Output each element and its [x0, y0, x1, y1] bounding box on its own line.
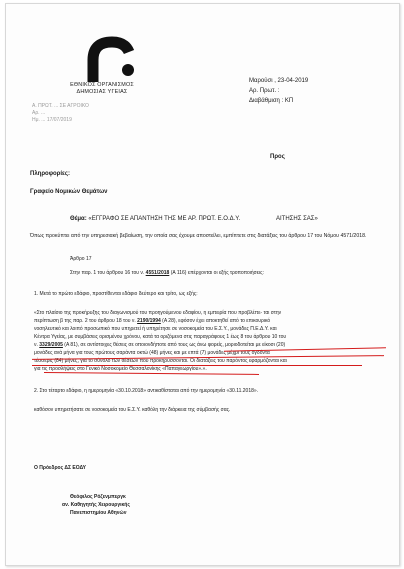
document-page	[5, 3, 400, 566]
quote-l2-pre: περίπτωση β της παρ. 2 του άρθρου 18 του ν.	[34, 318, 138, 324]
red-underline-4	[44, 372, 259, 375]
quote-l2-law: 2190/1994	[137, 318, 161, 324]
stamp-line2: Αρ. ...	[32, 110, 46, 116]
stamp-line3: Ημ. ... 17/07/2019	[32, 117, 72, 123]
article-heading: Άρθρο 17	[70, 256, 92, 262]
classification: Διαβάθμιση : ΚΠ	[249, 98, 294, 104]
par1-pre: Στην παρ. 1 του άρθρου 16 του ν.	[70, 270, 146, 276]
org-line2: ΔΗΜΟΣΙΑΣ ΥΓΕΙΑΣ	[76, 89, 128, 95]
quote-l5-a: ν.	[34, 342, 40, 348]
quote-l2-post: (Α 28), εφόσον έχει αποκτηθεί από το επικουρικό	[160, 318, 271, 324]
par1-law-ref: 4551/2018	[145, 270, 170, 276]
quote-line-7: τέσσερις (84) μήνες, για το σύνολο των θέσεων που προκηρύσσονται. Οι διατάξεις του παρόντος εφαρμόζονται και	[34, 358, 287, 364]
quote-line-1: «Στο πλαίσιο της προκήρυξης του διαγωνισμού του προηγούμενου εδαφίου, η εμπειρία που προβλέπε- ται στην	[34, 310, 282, 316]
intro-paragraph: Όπως προκύπτει από την υπηρεσιακή βεβαίωση, την οποία σας έχουμε αποστείλει, εμπίπτετε στις διατάξεις του άρθρου 17 του Νόμου 4571/2018.	[30, 233, 367, 239]
recipient-label: Προς	[270, 154, 285, 160]
subject-label: Θέμα:	[70, 216, 87, 222]
org-line1: ΕΘΝΙΚΟΣ ΟΡΓΑΝΙΣΜΟΣ	[70, 82, 134, 88]
closing-line: καθόσον υπηρετήσατε σε νοσοκομεία του Ε.Σ.Υ. καθόλη την διάρκεια της σύμβασής σας.	[34, 407, 231, 413]
signature-role: Ο Πρόεδρος ΔΣ ΕΟΔΥ	[34, 465, 86, 471]
quote-line-5	[34, 342, 285, 349]
quote-l5-law: 3329/2005	[39, 342, 63, 348]
quote-line-4: Κέντρα Υγείας, με συμβάσεις ορισμένου χρόνου, κατά τα οριζόμενα στις παραγράφους 1 έως 8 του άρθρου 10 του	[34, 334, 287, 340]
office-name: Γραφείο Νομικών Θεμάτων	[30, 189, 108, 195]
signature-name: Θεόφιλος Ρόζενμπεργκ	[70, 494, 126, 500]
quote-line-6: μονάδες ανά μήνα για τους πρώτους σαράντα οκτώ (48) μήνες και με επτά (7) μονάδες μέχρι τους ογδόντα	[34, 350, 270, 356]
signature-title-1: αν. Καθηγητής Χειρουργικής	[62, 502, 130, 508]
quote-line-8: για τις προσλήψεις στο Γενικό Νοσοκομείο Θεσσαλονίκης «Παπαγεωργίου».».	[34, 366, 207, 372]
subject-end: ΑΙΤΗΣΗΣ ΣΑΣ»	[276, 216, 318, 222]
item-1: 1. Μετά το πρώτο εδάφιο, προστίθενται εδάφιο δεύτερο και τρίτο, ως εξής:	[34, 291, 198, 297]
info-label: Πληροφορίες:	[30, 171, 71, 177]
subject-text: «ΕΓΓΡΑΦΟ ΣΕ ΑΠΑΝΤΗΣΗ ΤΗΣ ΜΕ ΑΡ. ΠΡΩΤ. Ε.Ο.Δ.Υ.	[88, 216, 241, 222]
place-date: Μαρούσι , 23-04-2019	[249, 78, 309, 84]
signature-title-2: Πανεπιστημίου Αθηνών	[70, 510, 127, 516]
quote-l5-post: (Α 81), σε αντίστοιχες θέσεις σε οποιονδήποτε από τους ως άνω φορείς, μοριοδοτείται με είκοσι (20)	[62, 342, 286, 348]
quote-line-2	[34, 318, 270, 325]
item-2: 2. Στο τέταρτο εδάφιο, η ημερομηνία «30.10.2018» αντικαθίσταται από την ημερομηνία «30.11.2018».	[34, 388, 259, 394]
paragraph-1	[70, 270, 264, 277]
quote-line-3: νοσηλευτικό και λοιπό προσωπικό που υπηρετεί ή υπηρέτησε σε νοσοκομεία του Ε.Σ.Υ., μονάδες Π.Ε.Δ.Υ. και	[34, 326, 277, 332]
subject-line	[70, 215, 240, 223]
stamp-line1: Α. ΠΡΩΤ. ... ΣΕ ΑΓΡΟΙΚΟ	[32, 103, 89, 109]
org-name	[58, 82, 146, 96]
protocol-number: Αρ. Πρωτ. :	[249, 88, 280, 94]
par1-post: (Α 116) επέρχονται οι εξής τροποποιήσεις:	[169, 270, 264, 276]
red-underline-3	[32, 365, 362, 366]
